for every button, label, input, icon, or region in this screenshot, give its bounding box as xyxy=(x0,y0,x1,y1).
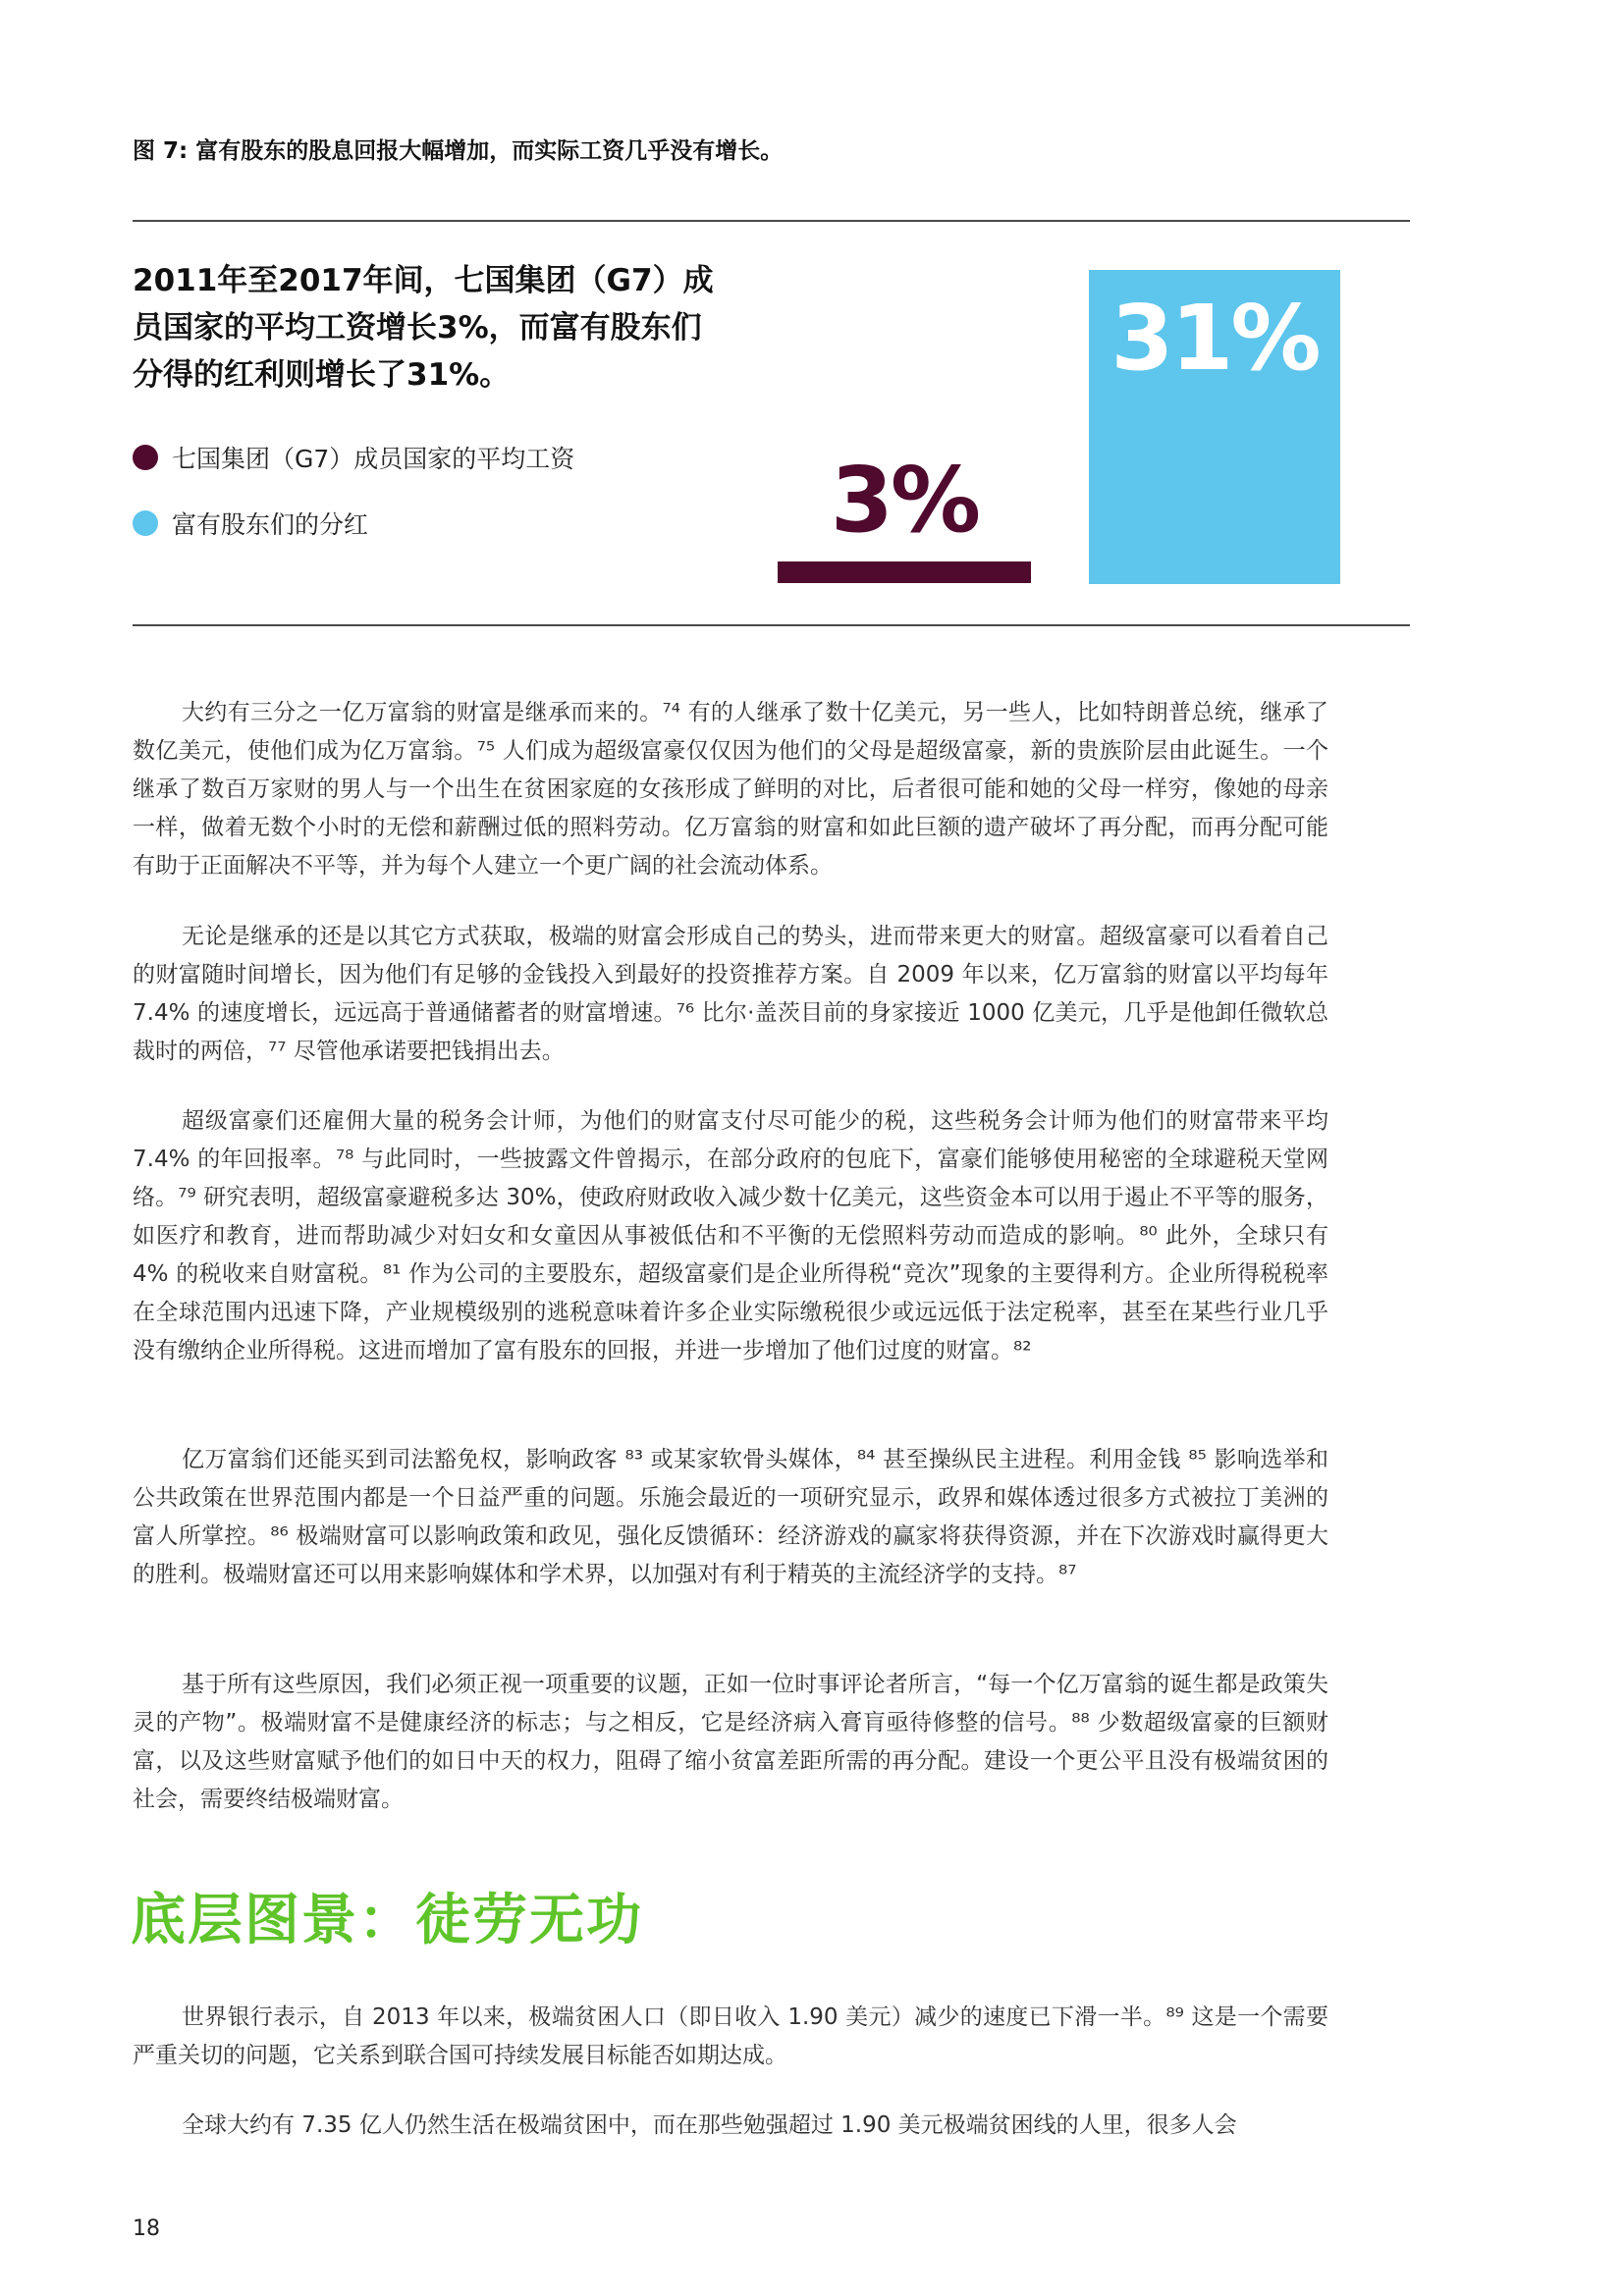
legend-label-dividends: 富有股东们的分红 xyxy=(172,510,369,539)
figure-headline: 2011年至2017年间，七国集团（G7）成员国家的平均工资增长3%，而富有股东们分得的红利则增长了31%。 xyxy=(133,263,714,393)
legend-dot-wages xyxy=(133,445,158,470)
bar-label-dividends: 31% xyxy=(1110,286,1319,391)
bottom-divider xyxy=(133,624,1410,626)
section-heading: 底层图景：徒劳无功 xyxy=(131,1889,643,1952)
paragraph-3: 超级富豪们还雇佣大量的税务会计师，为他们的财富支付尽可能少的税，这些税务会计师为他们的财富带来平均 7.4% 的年回报率。⁷⁸ 与此同时，一些披露文件曾揭示，在部分政府的包庇下，富豪们能够使用秘密的全球避税天堂网络。⁷⁹ 研究表明，超级富豪避税多达 30%，使政府财政收入减少数十亿美元，这些资金本可以用于遏止不平等的服务，如医疗和教育，进而帮助减少对妇女和女童因从事被低估和不平衡的无偿照料劳动而造成的影响。⁸⁰ 此外，全球只有 4% 的税收来自财富税。⁸¹ 作为公司的主要股东，超级富豪们是企业所得税“竞次”现象的主要得利方。企业所得税税率在全球范围内迅速下降，产业规模级别的逃税意味着许多企业实际缴税很少或远远低于法定税率，甚至在某些行业几乎没有缴纳企业所得税。这进而增加了富有股东的回报，并进一步增加了他们过度的财富。⁸² xyxy=(133,1108,1328,1363)
legend-item-wages xyxy=(133,440,574,475)
paragraph-7: 全球大约有 7.35 亿人仍然生活在极端贫困中，而在那些勉强超过 1.90 美元极端贫困线的人里，很多人会 xyxy=(182,2112,1237,2138)
figure-caption: 图 7: 富有股东的股息回报大幅增加，而实际工资几乎没有增长。 xyxy=(133,138,784,164)
legend-dot-dividends xyxy=(133,510,158,536)
paragraph-4: 亿万富翁们还能买到司法豁免权，影响政客 ⁸³ 或某家软骨头媒体，⁸⁴ 甚至操纵民主进程。利用金钱 ⁸⁵ 影响选举和公共政策在世界范围内都是一个日益严重的问题。乐施会最近的一项研究显示，政界和媒体透过很多方式被拉丁美洲的富人所掌控。⁸⁶ 极端财富可以影响政策和政见，强化反馈循环：经济游戏的赢家将获得资源，并在下次游戏时赢得更大的胜利。极端财富还可以用来影响媒体和学术界，以加强对有利于精英的主流经济学的支持。⁸⁷ xyxy=(133,1447,1328,1587)
bar-wages xyxy=(778,561,1031,583)
legend-item-dividends xyxy=(133,506,368,541)
bar-label-wages: 3% xyxy=(830,448,979,553)
paragraph-1: 大约有三分之一亿万富翁的财富是继承而来的。⁷⁴ 有的人继承了数十亿美元，另一些人，比如特朗普总统，继承了数亿美元，使他们成为亿万富翁。⁷⁵ 人们成为超级富豪仅仅因为他们的父母是超级富豪，新的贵族阶层由此诞生。一个继承了数百万家财的男人与一个出生在贫困家庭的女孩形成了鲜明的对比，后者很可能和她的父母一样穷，像她的母亲一样，做着无数个小时的无偿和薪酬过低的照料劳动。亿万富翁的财富和如此巨额的遗产破坏了再分配，而再分配可能有助于正面解决不平等，并为每个人建立一个更广阔的社会流动体系。 xyxy=(133,700,1328,879)
top-divider xyxy=(133,220,1410,222)
legend-label-wages: 七国集团（G7）成员国家的平均工资 xyxy=(172,445,575,473)
paragraph-6: 世界银行表示，自 2013 年以来，极端贫困人口（即日收入 1.90 美元）减少的速度已下滑一半。⁸⁹ 这是一个需要严重关切的问题，它关系到联合国可持续发展目标能否如期达成。 xyxy=(133,2004,1328,2068)
paragraph-2: 无论是继承的还是以其它方式获取，极端的财富会形成自己的势头，进而带来更大的财富。超级富豪可以看着自己的财富随时间增长，因为他们有足够的金钱投入到最好的投资推荐方案。自 2009 年以来，亿万富翁的财富以平均每年 7.4% 的速度增长，远远高于普通储蓄者的财富增速。⁷⁶ 比尔·盖茨目前的身家接近 1000 亿美元，几乎是他卸任微软总裁时的两倍，⁷⁷ 尽管他承诺要把钱捐出去。 xyxy=(133,924,1328,1064)
paragraph-5: 基于所有这些原因，我们必须正视一项重要的议题，正如一位时事评论者所言，“每一个亿万富翁的诞生都是政策失灵的产物”。极端财富不是健康经济的标志；与之相反，它是经济病入膏肓亟待修整的信号。⁸⁸ 少数超级富豪的巨额财富，以及这些财富赋予他们的如日中天的权力，阻碍了缩小贫富差距所需的再分配。建设一个更公平且没有极端贫困的社会，需要终结极端财富。 xyxy=(133,1672,1328,1812)
page-number: 18 xyxy=(133,2216,160,2241)
